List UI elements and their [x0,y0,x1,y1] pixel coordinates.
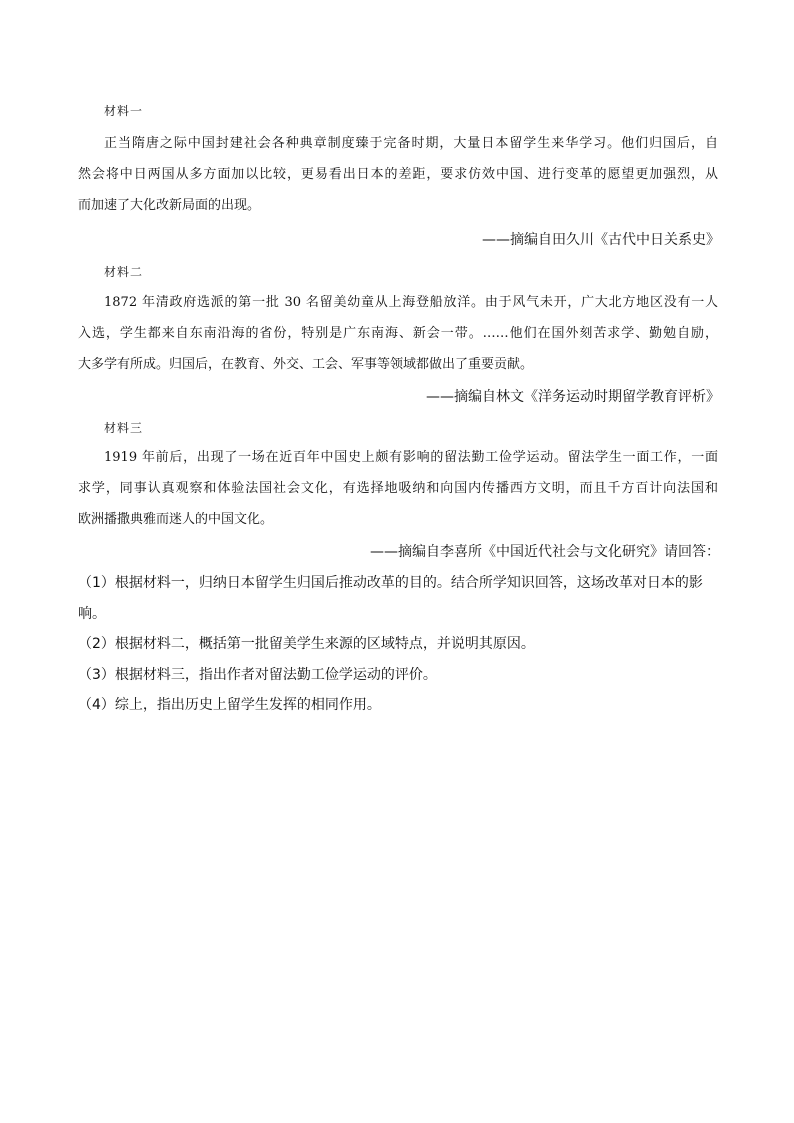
material-1-line: 然会将中日两国从多方面加以比较，更易看出日本的差距，要求仿效中国、进行变革的愿望更加强烈，从 [78,167,718,182]
material-3-text [78,442,718,535]
question-1: （1）根据材料一，归纳日本留学生归国后推动改革的目的。结合所学知识回答，这场改革对日本的影 [78,575,703,591]
material-3-label: 材料三 [104,421,144,435]
material-2-text [78,287,718,380]
material-1-text [78,128,718,221]
material-3-line: 1919 年前后，出现了一场在近百年中国史上颇有影响的留法勤工俭学运动。留法学生一面工作，一面 [104,450,718,465]
material-1-source: ——摘编自田久川《古代中日关系史》 [482,232,720,248]
question-1-continued: 响。 [78,605,106,622]
material-3-source: ——摘编自李喜所《中国近代社会与文化研究》请回答： [370,544,720,560]
material-2-line: 入选，学生都来自东南沿海的省份，特别是广东南海、新会一带。……他们在国外刻苦求学、勤勉自励， [78,326,718,341]
material-1-line: 正当隋唐之际中国封建社会各种典章制度臻于完备时期，大量日本留学生来华学习。他们归国后，自 [104,136,718,151]
material-1-label: 材料一 [104,104,144,118]
material-2-line: 大多学有所成。归国后，在教育、外交、工会、军事等领域都做出了重要贡献。 [78,357,534,372]
question-3: （3）根据材料三，指出作者对留法勤工俭学运动的评价。 [78,666,437,683]
material-3-line: 欧洲播撒典雅而迷人的中国文化。 [78,512,274,527]
question-4: （4）综上，指出历史上留学生发挥的相同作用。 [78,697,381,713]
material-2-source: ——摘编自林文《洋务运动时期留学教育评析》 [426,389,720,405]
material-1-line: 而加速了大化改新局面的出现。 [78,198,261,213]
question-list [78,568,718,721]
material-2-line: 1872 年清政府选派的第一批 30 名留美幼童从上海登船放洋。由于风气未开，广大北方地区没有一人 [104,295,718,310]
question-2: （2）根据材料二，概括第一批留美学生来源的区域特点，并说明其原因。 [78,636,535,652]
material-3-line: 求学，同事认真观察和体验法国社会文化，有选择地吸纳和向国内传播西方文明，而且千方百计向法国和 [78,481,718,496]
material-2-label: 材料二 [104,265,144,279]
